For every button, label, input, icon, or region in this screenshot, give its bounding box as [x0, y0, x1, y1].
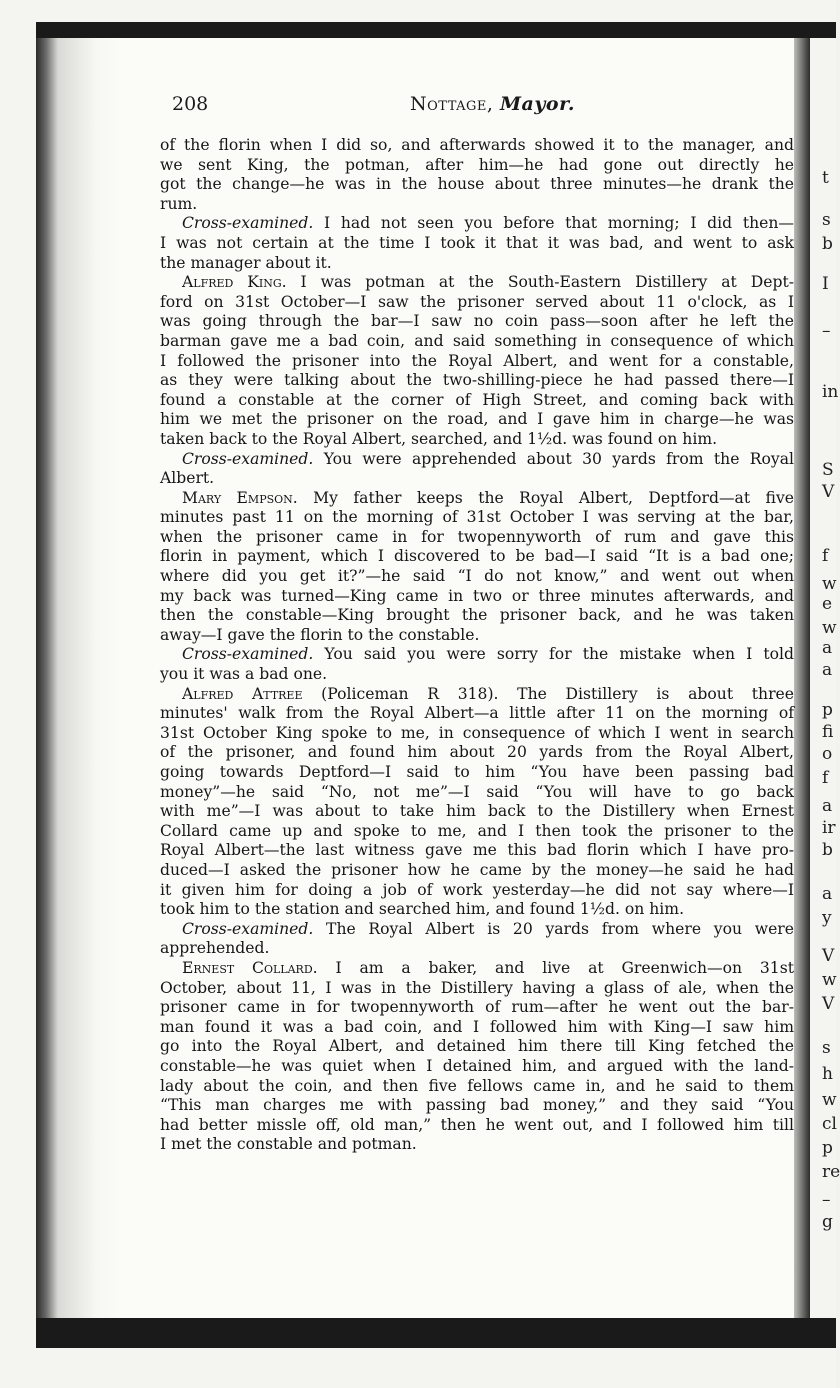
adjacent-page-fragment: s	[822, 210, 831, 230]
text-line: away—I gave the florin to the constable.	[160, 625, 480, 644]
cross-examined-label: Cross-examined.	[182, 214, 314, 233]
text-line: Cross-examined. I had not seen you before that morning; I did then—	[182, 214, 794, 233]
adjacent-page-fragment: t	[822, 168, 829, 188]
adjacent-page-fragment: g	[822, 1212, 833, 1232]
scan-bottom-margin	[0, 1348, 836, 1388]
adjacent-page-fragment: a	[822, 638, 833, 658]
scan-frame-bottom	[36, 1318, 836, 1348]
text-line: money”—he said “No, not me”—I said “You will have to go back	[160, 782, 794, 801]
page-header	[172, 93, 792, 123]
text-line: we sent King, the potman, after him—he had gone out directly he	[160, 155, 794, 174]
text-line: had better missle off, old man,” then he went out, and I followed him till	[160, 1115, 794, 1134]
text-line: got the change—he was in the house about three minutes—he drank the	[160, 175, 794, 194]
text-line: minutes past 11 on the morning of 31st October I was serving at the bar,	[160, 508, 794, 527]
text-line: you it was a bad one.	[160, 665, 328, 684]
text-line: when the prisoner came in for twopennyworth of rum and gave this	[160, 527, 794, 546]
text-line: Albert.	[160, 469, 215, 488]
text-line: Cross-examined. You were apprehended about 30 yards from the Royal	[182, 449, 794, 468]
text-line: as they were talking about the two-shilling-piece he had passed there—I	[160, 371, 794, 390]
text-line: took him to the station and searched him, and found 1½d. on him.	[160, 900, 685, 919]
text-line: Collard came up and spoke to me, and I then took the prisoner to the	[160, 821, 794, 840]
adjacent-page-fragment: ir	[822, 818, 836, 838]
text-line: minutes' walk from the Royal Albert—a little after 11 on the morning of	[160, 704, 794, 723]
text-line: ford on 31st October—I saw the prisoner served about 11 o'clock, as I	[160, 292, 794, 311]
adjacent-page-fragment: b	[822, 840, 833, 860]
text-line: taken back to the Royal Albert, searched, and 1½d. was found on him.	[160, 429, 718, 448]
book-gutter	[794, 38, 810, 1318]
adjacent-page-fragment: a	[822, 796, 833, 816]
text-line: lady about the coin, and then five fellows came in, and he said to them	[160, 1076, 794, 1095]
text-line: him we met the prisoner on the road, and I gave him in charge—he was	[160, 410, 794, 429]
text-line: “This man charges me with passing bad money,” and they said “You	[160, 1096, 794, 1115]
scan-frame-top	[36, 22, 836, 38]
adjacent-page-fragment: –	[822, 321, 831, 341]
adjacent-page-fragment: in	[822, 382, 839, 402]
text-line: Mary Empson. My father keeps the Royal Albert, Deptford—at five	[182, 488, 794, 507]
text-line: Cross-examined. You said you were sorry for the mistake when I told	[182, 645, 794, 664]
adjacent-page-fragment: S	[822, 460, 834, 480]
text-line: with me”—I was about to take him back to the Distillery when Ernest	[160, 802, 794, 821]
adjacent-page-fragment: –	[822, 1190, 831, 1210]
text-line: my back was turned—King came in two or three minutes afterwards, and	[160, 586, 794, 605]
text-line: was going through the bar—I saw no coin pass—soon after he left the	[160, 312, 794, 331]
text-line: I followed the prisoner into the Royal Albert, and went for a constable,	[160, 351, 794, 370]
adjacent-page-fragment: V	[822, 946, 835, 966]
text-line: found a constable at the corner of High Street, and coming back with	[160, 390, 794, 409]
book-spine	[36, 38, 118, 1318]
text-line: Cross-examined. The Royal Albert is 20 yards from where you were	[182, 919, 794, 938]
adjacent-page-fragment: y	[822, 908, 832, 928]
witness-name: Alfred Attree	[182, 684, 303, 703]
text-line: florin in payment, which I discovered to be bad—I said “It is a bad one;	[160, 547, 794, 566]
adjacent-page-fragment: w	[822, 574, 837, 594]
text-line: constable—he was quiet when I detained him, and argued with the land-	[160, 1056, 794, 1075]
adjacent-page-fragment: h	[822, 1064, 833, 1084]
adjacent-page-fragment: p	[822, 1138, 833, 1158]
text-line: of the prisoner, and found him about 20 yards from the Royal Albert,	[160, 743, 794, 762]
running-head	[410, 93, 575, 115]
adjacent-page-fragment: I	[822, 274, 829, 294]
text-line: of the florin when I did so, and afterwards showed it to the manager, and	[160, 136, 794, 154]
text-line: rum.	[160, 194, 198, 213]
scan-top-margin	[0, 0, 836, 22]
page-number: 208	[172, 93, 209, 115]
text-line: October, about 11, I was in the Distillery having a glass of ale, when the	[160, 978, 794, 997]
text-line: prisoner came in for twopennyworth of rum—after he went out the bar-	[160, 998, 794, 1017]
text-line: 31st October King spoke to me, in consequence of which I went in search	[160, 723, 794, 742]
adjacent-page-fragment: e	[822, 594, 833, 614]
cross-examined-label: Cross-examined.	[182, 919, 314, 938]
running-head-title: Mayor.	[500, 93, 575, 115]
text-line: barman gave me a bad coin, and said something in consequence of which	[160, 331, 794, 350]
adjacent-page-fragment: f	[822, 768, 829, 788]
text-line: the manager about it.	[160, 253, 332, 272]
adjacent-page-fragment: p	[822, 700, 833, 720]
cross-examined-label: Cross-examined.	[182, 449, 314, 468]
adjacent-page-fragment: s	[822, 1038, 831, 1058]
text-line: where did you get it?”—he said “I do not know,” and went out when	[160, 567, 794, 586]
adjacent-page-fragment: V	[822, 994, 835, 1014]
adjacent-page-fragment: a	[822, 884, 833, 904]
adjacent-page-fragment: fi	[822, 722, 834, 742]
cross-examined-label: Cross-examined.	[182, 645, 314, 664]
adjacent-page-fragment: a	[822, 660, 833, 680]
text-line: duced—I asked the prisoner how he came by the money—he said he had	[160, 860, 794, 879]
adjacent-page-fragment: V	[822, 482, 835, 502]
running-head-name: Nottage,	[410, 93, 494, 115]
witness-name: Mary Empson.	[182, 488, 298, 507]
text-line: Alfred King. I was potman at the South-Eastern Distillery at Dept-	[182, 273, 794, 292]
adjacent-page-fragment: cl	[822, 1114, 837, 1134]
adjacent-page-fragment: w	[822, 618, 837, 638]
text-line: I met the constable and potman.	[160, 1135, 417, 1154]
text-line: Alfred Attree (Policeman R 318). The Distillery is about three	[182, 684, 794, 703]
text-line: apprehended.	[160, 939, 270, 958]
witness-name: Ernest Collard.	[182, 958, 318, 977]
adjacent-page-fragment: o	[822, 744, 833, 764]
text-line: man found it was a bad coin, and I followed him with King—I saw him	[160, 1017, 794, 1036]
text-line: Royal Albert—the last witness gave me this bad florin which I have pro-	[160, 841, 794, 860]
adjacent-page-fragment: f	[822, 546, 829, 566]
adjacent-page-fragment: re	[822, 1162, 840, 1182]
scan-left-margin	[0, 22, 36, 1388]
text-line: it given him for doing a job of work yesterday—he did not say where—I	[160, 880, 794, 899]
text-line: I was not certain at the time I took it that it was bad, and went to ask	[160, 233, 794, 252]
body-text	[160, 136, 794, 1155]
adjacent-page-edge	[810, 38, 840, 1318]
text-line: go into the Royal Albert, and detained him there till King fetched the	[160, 1037, 794, 1056]
witness-name: Alfred King.	[182, 273, 287, 292]
text-line: going towards Deptford—I said to him “You have been passing bad	[160, 763, 794, 781]
adjacent-page-fragment: w	[822, 970, 837, 990]
adjacent-page-fragment: b	[822, 234, 833, 254]
text-line: Ernest Collard. I am a baker, and live at Greenwich—on 31st	[182, 958, 794, 977]
text-line: then the constable—King brought the prisoner back, and he was taken	[160, 606, 794, 625]
adjacent-page-fragment: w	[822, 1090, 837, 1110]
